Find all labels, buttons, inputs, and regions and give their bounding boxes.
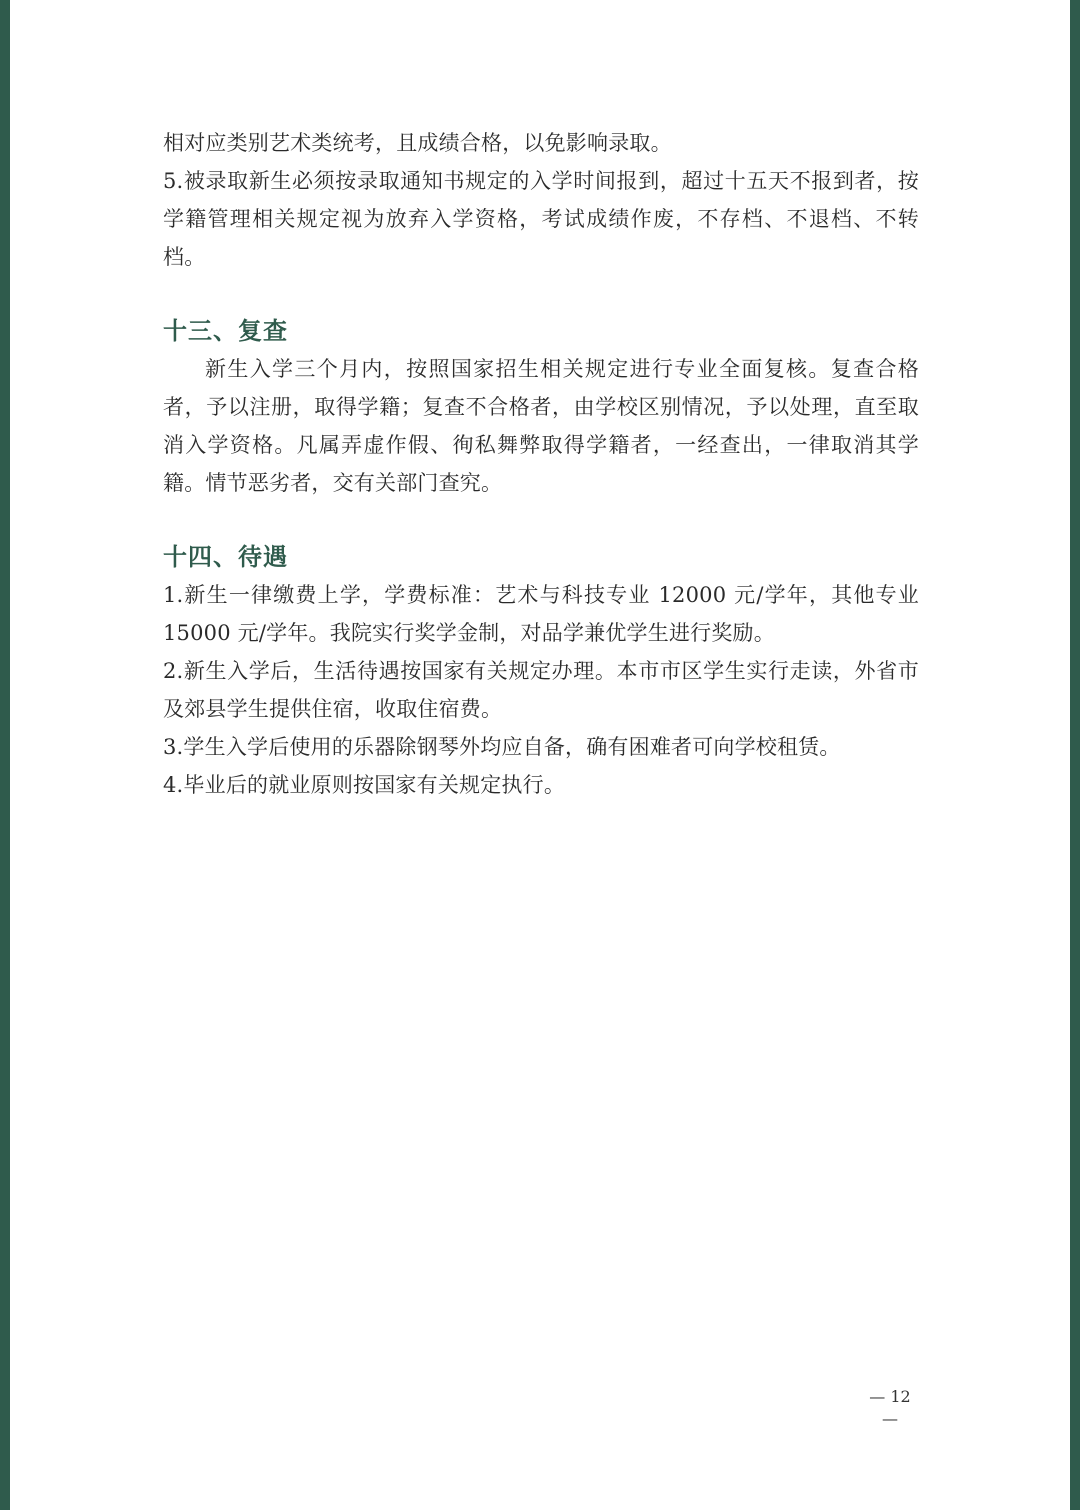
list-item-5: 5.被录取新生必须按录取通知书规定的入学时间报到，超过十五天不报到者，按学籍管理相关规定视为放弃入学资格，考试成绩作废，不存档、不退档、不转档。	[163, 169, 919, 269]
section-14-item-3: 3.学生入学后使用的乐器除钢琴外均应自备，确有困难者可向学校租赁。	[163, 735, 841, 759]
right-border	[1070, 0, 1080, 1510]
left-border	[0, 0, 10, 1510]
section-13-heading: 十三、复查	[163, 317, 288, 345]
section-13-paragraph: 新生入学三个月内，按照国家招生相关规定进行专业全面复核。复查合格者，予以注册，取得学籍；复查不合格者，由学校区别情况，予以处理，直至取消入学资格。凡属弄虚作假、徇私舞弊取得学籍者，一经查出，一律取消其学籍。情节恶劣者，交有关部门查究。	[163, 357, 919, 495]
section-14-item-4: 4.毕业后的就业原则按国家有关规定执行。	[163, 773, 566, 797]
document-body	[163, 124, 919, 804]
page-number: — 12 —	[869, 1387, 911, 1428]
continued-paragraph: 相对应类别艺术类统考，且成绩合格，以免影响录取。	[163, 131, 672, 155]
section-14-item-1: 1.新生一律缴费上学，学费标准：艺术与科技专业 12000 元/学年，其他专业 15000 元/学年。我院实行奖学金制，对品学兼优学生进行奖励。	[163, 583, 919, 645]
section-14-item-2: 2.新生入学后，生活待遇按国家有关规定办理。本市市区学生实行走读，外省市及郊县学生提供住宿，收取住宿费。	[163, 659, 919, 721]
section-gap	[163, 502, 919, 538]
section-14-heading: 十四、待遇	[163, 543, 288, 571]
section-gap	[163, 276, 919, 312]
